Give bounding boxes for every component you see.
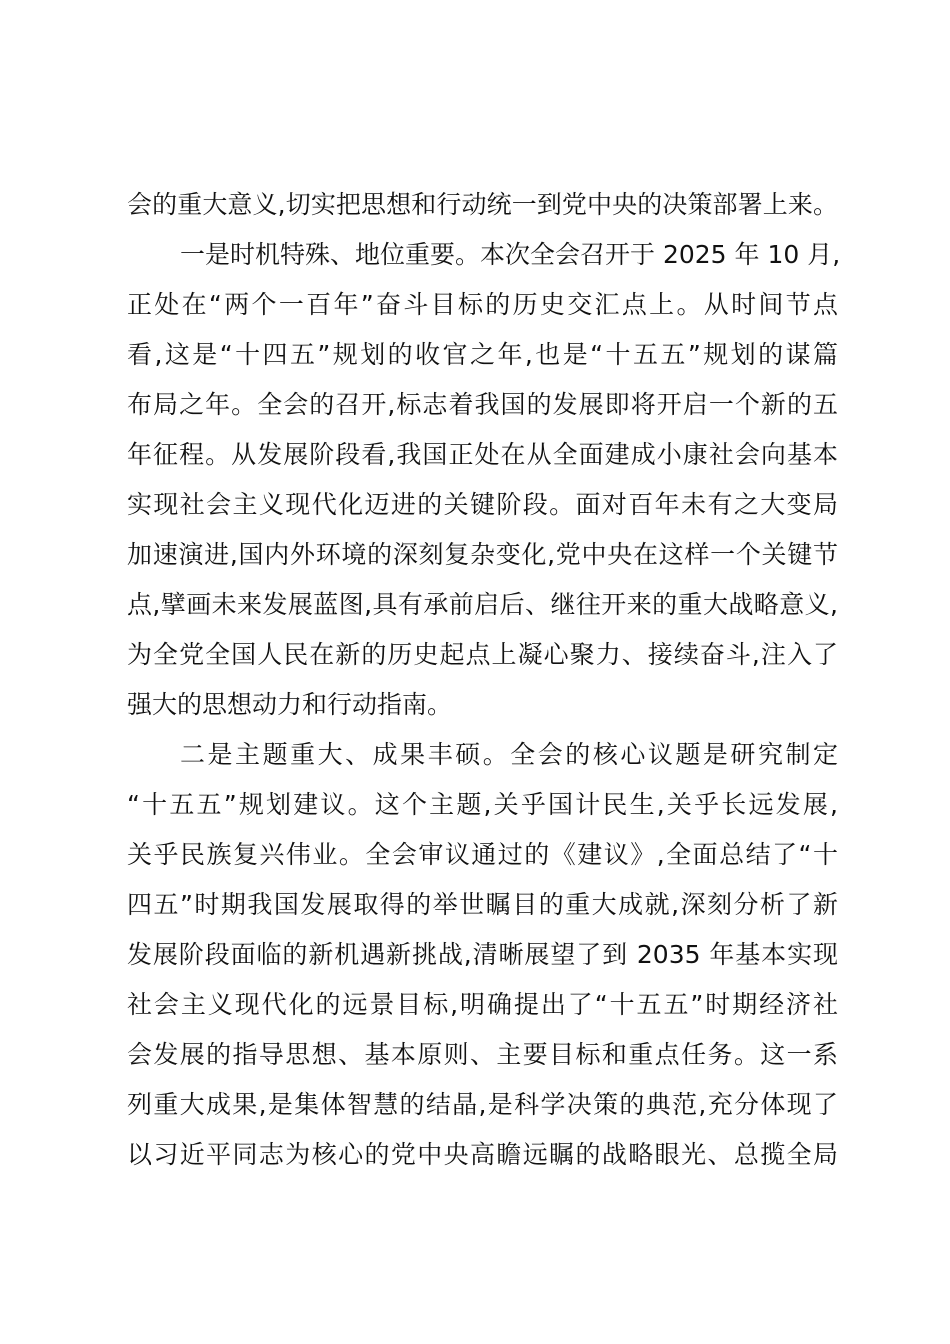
text-line: 正处在“两个一百年”奋斗目标的历史交汇点上。从时间节点 <box>127 290 838 319</box>
paragraph-start-line: 二是主题重大、成果丰硕。全会的核心议题是研究制定 <box>180 740 838 769</box>
text-line: 列重大成果,是集体智慧的结晶,是科学决策的典范,充分体现了 <box>127 1090 838 1119</box>
text-line: 看,这是“十四五”规划的收官之年,也是“十五五”规划的谋篇 <box>127 340 838 369</box>
text-line: 发展阶段面临的新机遇新挑战,清晰展望了到 2035 年基本实现 <box>127 940 838 969</box>
text-line: 四五”时期我国发展取得的举世瞩目的重大成就,深刻分析了新 <box>127 890 838 919</box>
text-line: 会的重大意义,切实把思想和行动统一到党中央的决策部署上来。 <box>127 190 838 219</box>
text-line: 以习近平同志为核心的党中央高瞻远瞩的战略眼光、总揽全局 <box>127 1140 838 1169</box>
text-line: 加速演进,国内外环境的深刻复杂变化,党中央在这样一个关键节 <box>127 540 838 569</box>
text-line: 关乎民族复兴伟业。全会审议通过的《建议》,全面总结了“十 <box>127 840 838 869</box>
text-line: 会发展的指导思想、基本原则、主要目标和重点任务。这一系 <box>127 1040 838 1069</box>
text-line: 社会主义现代化的远景目标,明确提出了“十五五”时期经济社 <box>127 990 838 1019</box>
paragraph-end-line: 强大的思想动力和行动指南。 <box>127 690 453 719</box>
text-line: “十五五”规划建议。这个主题,关乎国计民生,关乎长远发展, <box>127 790 838 819</box>
text-line: 为全党全国人民在新的历史起点上凝心聚力、接续奋斗,注入了 <box>127 640 838 669</box>
paragraph-start-line: 一是时机特殊、地位重要。本次全会召开于 2025 年 10 月, <box>180 240 841 269</box>
text-line: 点,擘画未来发展蓝图,具有承前启后、继往开来的重大战略意义, <box>127 590 838 619</box>
text-line: 年征程。从发展阶段看,我国正处在从全面建成小康社会向基本 <box>127 440 838 469</box>
text-line: 实现社会主义现代化迈进的关键阶段。面对百年未有之大变局 <box>127 490 838 519</box>
text-line: 布局之年。全会的召开,标志着我国的发展即将开启一个新的五 <box>127 390 838 419</box>
